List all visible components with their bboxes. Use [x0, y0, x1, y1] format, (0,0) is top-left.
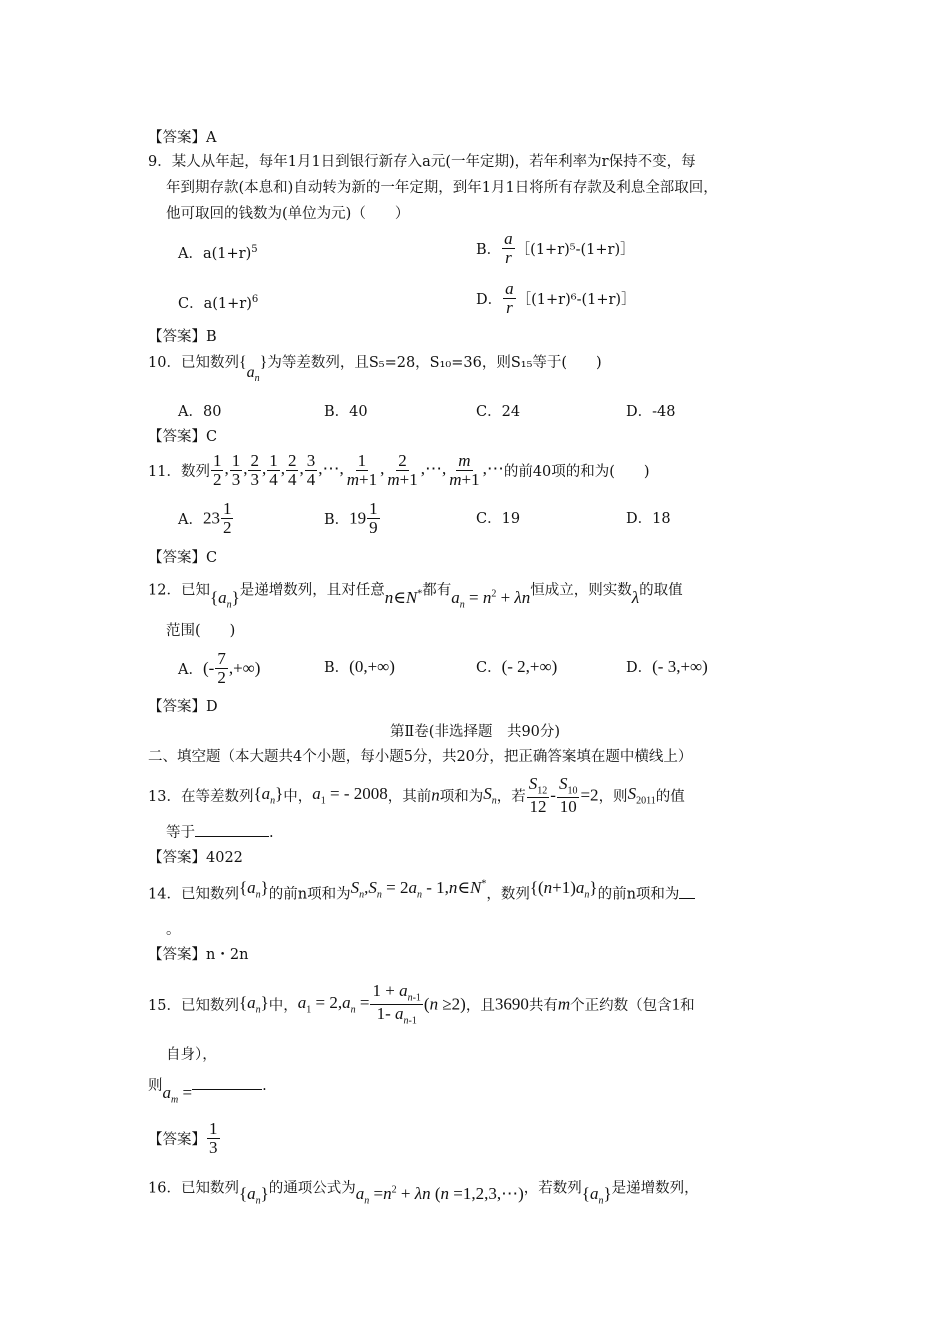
q9-stem-line1: 9．某人从年起，每年1月1日到银行新存入a元(一年定期)，若年利率为r保持不变，每: [148, 154, 696, 170]
q10-stem: 10．已知数列$\{a_n\}$为等差数列，且S₅=28，S₁₀=36，则S₁₅等于( ): [148, 354, 602, 385]
q14-stem-line2: 。: [166, 922, 181, 938]
q10-option-c: C．24: [476, 404, 521, 420]
q8-answer: 【答案】A: [148, 130, 217, 146]
q9-option-d: D． $\frac{a}{r}$ ［(1+r)⁶-(1+r)］: [476, 279, 636, 317]
q13-answer: 【答案】4022: [148, 850, 243, 866]
q14-stem: 14．已知数列$\{a_n\}$的前n项和为$S_n,S_n = 2a_n$ - 1,n∈N*，数列$\{(n+1)a_n\}$的前n项和为: [148, 880, 695, 911]
q11-answer: 【答案】C: [148, 550, 218, 566]
q10-option-b: B．40: [324, 404, 368, 420]
q12-option-d: D．(- 3,+∞): [626, 657, 708, 676]
q16-stem: 16．已知数列$\{a_n\}$的通项公式为$a_n =n^2 + \lambda n$ (n =1,2,3,⋯)，若数列$\{a_n\}$是递增数列，: [148, 1180, 699, 1207]
q11-option-a: A．23 $\frac{1}{2}$: [178, 499, 232, 537]
q9-option-a: A．$a(1+r)^5$: [178, 244, 258, 262]
q15-stem-line2: 自身），: [166, 1047, 217, 1063]
q14-answer: 【答案】n・2n: [148, 947, 249, 963]
q10-option-d: D．-48: [626, 404, 676, 420]
q11-option-d: D．18: [626, 511, 671, 527]
q9-stem-line3: 他可取回的钱数为(单位为元)（ ）: [166, 206, 410, 222]
part2-heading: 第Ⅱ卷(非选择题 共90分): [389, 724, 561, 740]
q12-stem: 12．已知$\{a_n\}$是递增数列，且对任意n∈N*都有$a_n = n^2 + \lambda n$恒成立，则实数λ的取值: [148, 582, 683, 611]
q12-stem-line2: 范围( ): [166, 623, 236, 639]
q11-option-c: C．19: [476, 511, 521, 527]
q9-option-b: B． $\frac{a}{r}$ ［(1+r)⁵-(1+r)］: [476, 229, 635, 267]
q9-stem-line2: 年到期存款(本息和)自动转为新的一年定期，到年1月1日将所有存款及利息全部取回，: [166, 180, 718, 196]
q13-stem-line2: 等于 .: [166, 825, 274, 841]
q12-answer: 【答案】D: [148, 699, 218, 715]
q13-stem: 13．在等差数列$\{a_n\}$中，$a_1$ = - 2008，其前n项和为$S_n$，若 $\frac{S_{12}}{12}$ - $\frac{S_{10}}{10}$ =2，则$S_{2011}$的值: [148, 774, 685, 816]
q9-option-c: C．$a(1+r)^6$: [178, 294, 259, 312]
q15-stem: 15．已知数列$\{a_n\}$中，$a_1 = 2,a_n$ = $\frac{1 + a_{n-1}}{1- a_{n-1}}$ (n ≥2)，且3690共有m个正约数（包含1和: [148, 981, 695, 1027]
section2-heading: 二、填空题（本大题共4个小题，每小题5分，共20分，把正确答案填在题中横线上）: [148, 749, 693, 765]
q10-answer: 【答案】C: [148, 429, 218, 445]
q9-answer: 【答案】B: [148, 329, 217, 345]
q12-option-a: A．(- $\frac{7}{2}$ ,+∞): [178, 649, 261, 687]
q11-stem: 11．数列 $\frac{1}{2}$ , $\frac{1}{3}$ , $\frac{2}{3}$ , $\frac{1}{4}$ , $\frac{2}{4}$ , $\frac{3}{4}$ ,⋯, $\frac{1}{m+1}$ , $\frac{2}{m+1}$ ,⋯, $\frac{m}{m+1}$ ,⋯的前40项的和为( ): [148, 451, 650, 489]
q10-option-a: A．80: [178, 404, 222, 420]
q12-option-c: C．(- 2,+∞): [476, 657, 558, 676]
q12-option-b: B．(0,+∞): [324, 657, 395, 676]
q15-stem-line3: 则$a_m$ = .: [148, 1078, 267, 1106]
q11-option-b: B．19 $\frac{1}{9}$: [324, 499, 378, 537]
q15-answer: 【答案】 $\frac{1}{3}$: [148, 1119, 218, 1157]
